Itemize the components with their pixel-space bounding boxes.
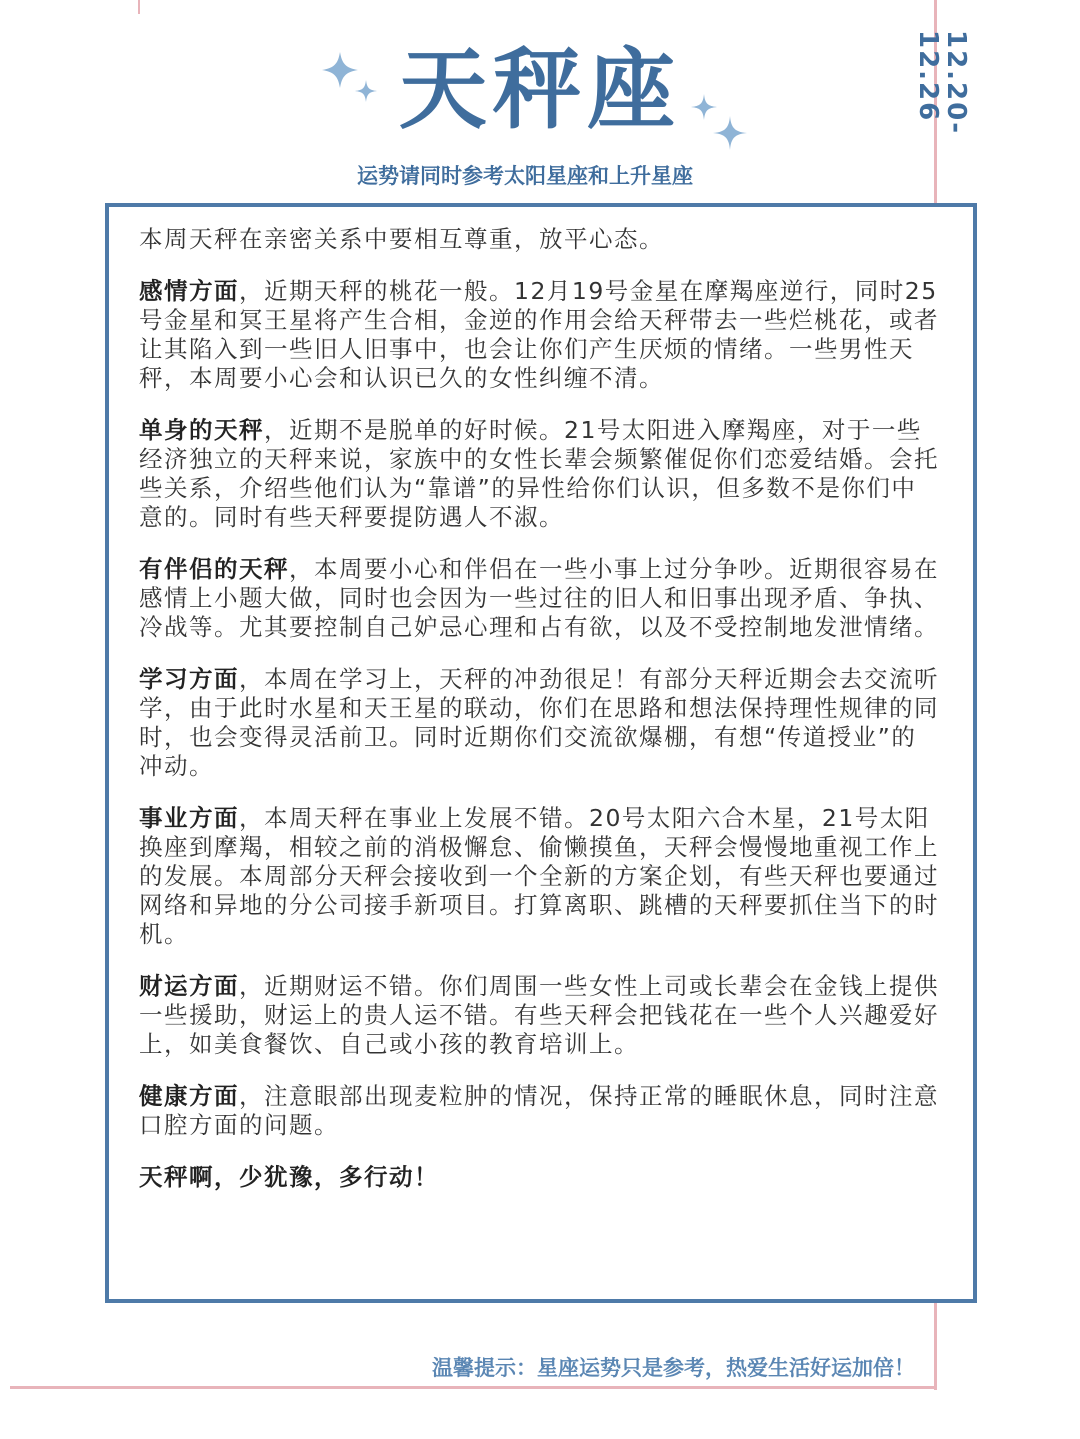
section-body: ，近期天秤的桃花一般。12月19号金星在摩羯座逆行，同时25号金星和冥王星将产生合相，金逆的作用会给天秤带去一些烂桃花，或者让其陷入到一些旧人旧事中，也会让你们产生厌烦的情绪。一些男性天秤，本周要小心会和认识已久的女性纠缠不清。 (139, 277, 939, 392)
page-subtitle: 运势请同时参考太阳星座和上升星座 (357, 164, 693, 188)
horizontal-decor-line (10, 1386, 937, 1389)
section-heading: 财运方面 (139, 972, 239, 1000)
section-body: ，近期不是脱单的好时候。21号太阳进入摩羯座，对于一些经济独立的天秤来说，家族中的女性长辈会频繁催促你们恋爱结婚。会托些关系，介绍些他们认为“靠谱”的异性给你们认识，但多数不是你们中意的。同时有些天秤要提防遇人不淑。 (139, 416, 939, 531)
intro-paragraph: 本周天秤在亲密关系中要相互尊重，放平心态。 (139, 225, 664, 253)
section-heading: 学习方面 (139, 665, 239, 693)
section-wealth (139, 972, 939, 1059)
section-love (139, 277, 939, 393)
section-heading: 事业方面 (139, 804, 239, 832)
section-body: ，本周要小心和伴侣在一些小事上过分争吵。近期很容易在感情上小题大做，同时也会因为一些过往的旧人和旧事出现矛盾、争执、冷战等。尤其要控制自己妒忌心理和占有欲，以及不受控制地发泄情绪。 (139, 555, 939, 641)
closing-line: 天秤啊，少犹豫，多行动！ (139, 1163, 439, 1191)
section-body: ，近期财运不错。你们周围一些女性上司或长辈会在金钱上提供一些援助，财运上的贵人运不错。有些天秤会把钱花在一些个人兴趣爱好上，如美食餐饮、自己或小孩的教育培训上。 (139, 972, 939, 1058)
section-partnered (139, 555, 939, 642)
decorative-tick (138, 0, 140, 14)
footer-tip: 温馨提示：星座运势只是参考，热爱生活好运加倍！ (432, 1356, 915, 1380)
section-single (139, 416, 939, 532)
page-title: 天秤座 (398, 38, 681, 141)
horoscope-text (139, 225, 939, 1192)
section-study (139, 665, 939, 781)
section-heading: 感情方面 (139, 277, 239, 305)
section-heading: 有伴侣的天秤 (139, 555, 289, 583)
date-range-label: 12.20-12.26 (913, 30, 971, 136)
section-body: ，本周天秤在事业上发展不错。20号太阳六合木星，21号太阳换座到摩羯，相较之前的消极懈怠、偷懒摸鱼，天秤会慢慢地重视工作上的发展。本周部分天秤会接收到一个全新的方案企划，有些天秤也要通过网络和异地的分公司接手新项目。打算离职、跳槽的天秤要抓住当下的时机。 (139, 804, 939, 948)
section-heading: 健康方面 (139, 1082, 239, 1110)
section-heading: 单身的天秤 (139, 416, 264, 444)
section-career (139, 804, 939, 949)
section-body: ，注意眼部出现麦粒肿的情况，保持正常的睡眠休息，同时注意口腔方面的问题。 (139, 1082, 939, 1139)
section-body: ，本周在学习上，天秤的冲劲很足！有部分天秤近期会去交流听学，由于此时水星和天王星的联动，你们在思路和想法保持理性规律的同时，也会变得灵活前卫。同时近期你们交流欲爆棚，有想“传道授业”的冲动。 (139, 665, 939, 780)
section-health (139, 1082, 939, 1140)
horoscope-content-box (105, 203, 977, 1303)
